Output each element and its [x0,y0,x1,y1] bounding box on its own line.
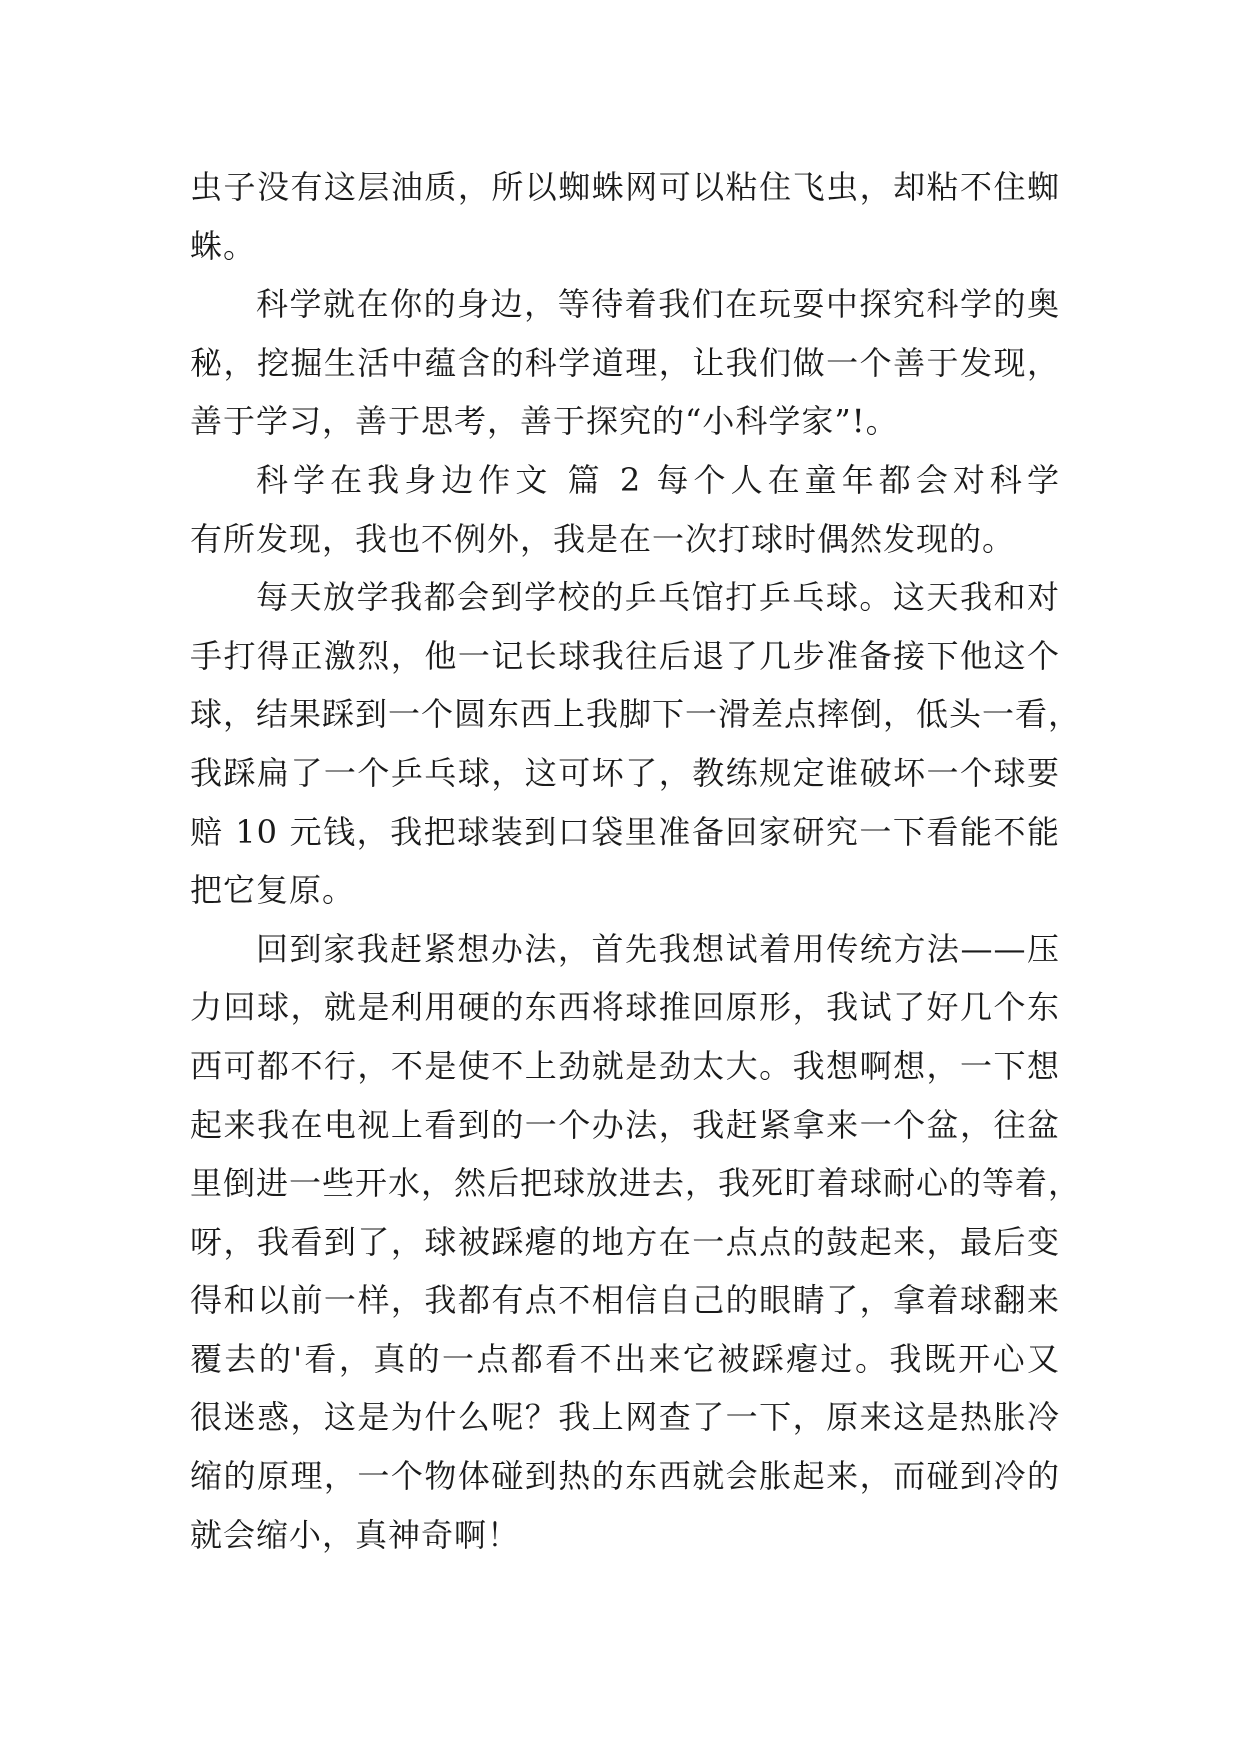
text-line: 就会缩小，真神奇啊！ [190,1515,521,1554]
text-line: 手打得正激烈，他一记长球我往后退了几步准备接下他这个 [190,636,1060,675]
text-line: 把它复原。 [190,871,356,910]
text-line: 赔 10 元钱，我把球装到口袋里准备回家研究一下看能不能 [190,812,1060,851]
text-line: 缩的原理，一个物体碰到热的东西就会胀起来，而碰到冷的 [190,1457,1060,1496]
text-line: 呀，我看到了，球被踩瘪的地方在一点点的鼓起来，最后变 [190,1222,1060,1261]
paragraph-first-line: 科学就在你的身边，等待着我们在玩耍中探究科学的奥 [256,285,1060,324]
text-line: 很迷惑，这是为什么呢？我上网查了一下，原来这是热胀冷 [190,1398,1060,1437]
text-line: 覆去的'看，真的一点都看不出来它被踩瘪过。我既开心又 [190,1339,1060,1378]
paragraph-first-line: 回到家我赶紧想办法，首先我想试着用传统方法——压 [256,929,1060,968]
text-line: 力回球，就是利用硬的东西将球推回原形，我试了好几个东 [190,988,1060,1027]
text-line: 里倒进一些开水，然后把球放进去，我死盯着球耐心的等着， [190,1164,1082,1203]
text-line: 西可都不行，不是使不上劲就是劲太大。我想啊想，一下想 [190,1046,1060,1085]
text-line: 秘，挖掘生活中蕴含的科学道理，让我们做一个善于发现， [190,343,1060,382]
section-heading-line: 科学在我身边作文 篇 2 每个人在童年都会对科学 [256,460,1060,499]
text-line: 球，结果踩到一个圆东西上我脚下一滑差点摔倒，低头一看， [190,695,1082,734]
text-line: 起来我在电视上看到的一个办法，我赶紧拿来一个盆，往盆 [190,1105,1060,1144]
text-line: 虫子没有这层油质，所以蜘蛛网可以粘住飞虫，却粘不住蜘 [190,168,1060,206]
text-line: 我踩扁了一个乒乓球，这可坏了，教练规定谁破坏一个球要 [190,753,1060,792]
text-line: 善于学习，善于思考，善于探究的“小科学家”!。 [190,402,899,441]
text-line: 得和以前一样，我都有点不相信自己的眼睛了，拿着球翻来 [190,1281,1060,1320]
essay-body [190,158,1082,1564]
text-line: 有所发现，我也不例外，我是在一次打球时偶然发现的。 [190,519,1016,558]
text-line: 蛛。 [190,226,257,265]
paragraph-first-line: 每天放学我都会到学校的乒乓馆打乒乓球。这天我和对 [256,578,1060,617]
